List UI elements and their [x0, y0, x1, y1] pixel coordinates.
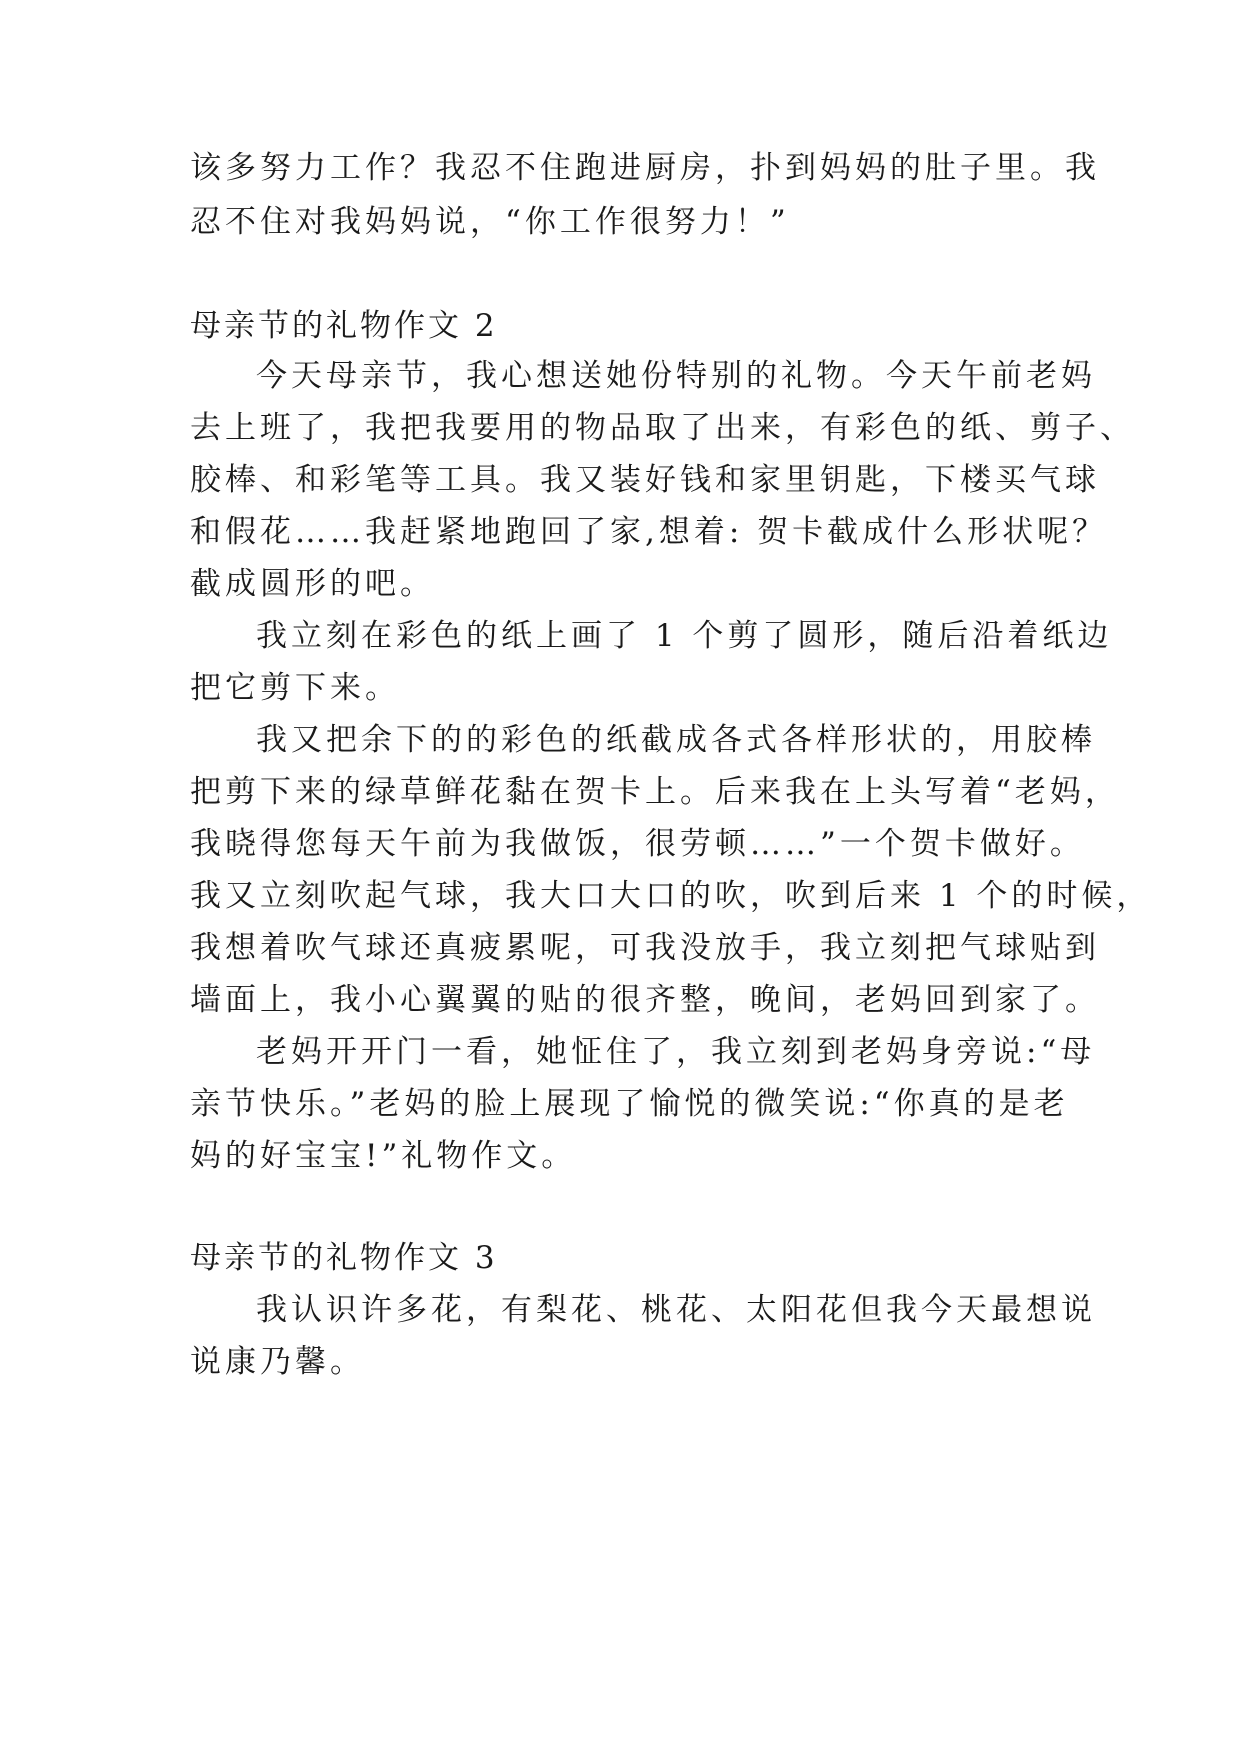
paragraph-line: 胶棒、和彩笔等工具。我又装好钱和家里钥匙，下楼买气球 [190, 462, 1100, 498]
section-heading: 母亲节的礼物作文 3 [190, 1240, 498, 1276]
paragraph-line: 我又把余下的的彩色的纸截成各式各样形状的，用胶棒 [256, 722, 1096, 758]
paragraph-line: 墙面上，我小心翼翼的贴的很齐整，晚间，老妈回到家了。 [190, 982, 1100, 1018]
paragraph-line: 忍不住对我妈妈说，“你工作很努力！” [190, 204, 790, 240]
paragraph-line: 老妈开开门一看，她怔住了，我立刻到老妈身旁说:“母 [256, 1034, 1096, 1070]
paragraph-line: 把剪下来的绿草鲜花黏在贺卡上。后来我在上头写着“老妈， [190, 774, 1120, 810]
paragraph-line: 我晓得您每天午前为我做饭，很劳顿……”一个贺卡做好。 [190, 826, 1085, 862]
paragraph-line: 和假花……我赶紧地跑回了家,想着: 贺卡截成什么形状呢？ [190, 514, 1108, 550]
paragraph-line: 截成圆形的吧。 [190, 566, 435, 602]
paragraph-line: 亲节快乐。”老妈的脸上展现了愉悦的微笑说:“你真的是老 [190, 1086, 1069, 1122]
paragraph-line: 该多努力工作？我忍不住跑进厨房，扑到妈妈的肚子里。我 [190, 150, 1100, 186]
paragraph-line: 我想着吹气球还真疲累呢，可我没放手，我立刻把气球贴到 [190, 930, 1100, 966]
paragraph-line: 今天母亲节，我心想送她份特别的礼物。今天午前老妈 [256, 358, 1096, 394]
paragraph-line: 我认识许多花，有梨花、桃花、太阳花但我今天最想说 [256, 1292, 1096, 1328]
section-heading: 母亲节的礼物作文 2 [190, 308, 498, 344]
paragraph-line: 说康乃馨。 [190, 1344, 365, 1380]
paragraph-line: 把它剪下来。 [190, 670, 400, 706]
paragraph-line: 我立刻在彩色的纸上画了 1 个剪了圆形，随后沿着纸边 [256, 618, 1113, 654]
paragraph-line: 妈的好宝宝!”礼物作文。 [190, 1138, 577, 1174]
paragraph-line: 我又立刻吹起气球，我大口大口的吹，吹到后来 1 个的时候， [190, 878, 1152, 914]
paragraph-line: 去上班了，我把我要用的物品取了出来，有彩色的纸、剪子、 [190, 410, 1135, 446]
